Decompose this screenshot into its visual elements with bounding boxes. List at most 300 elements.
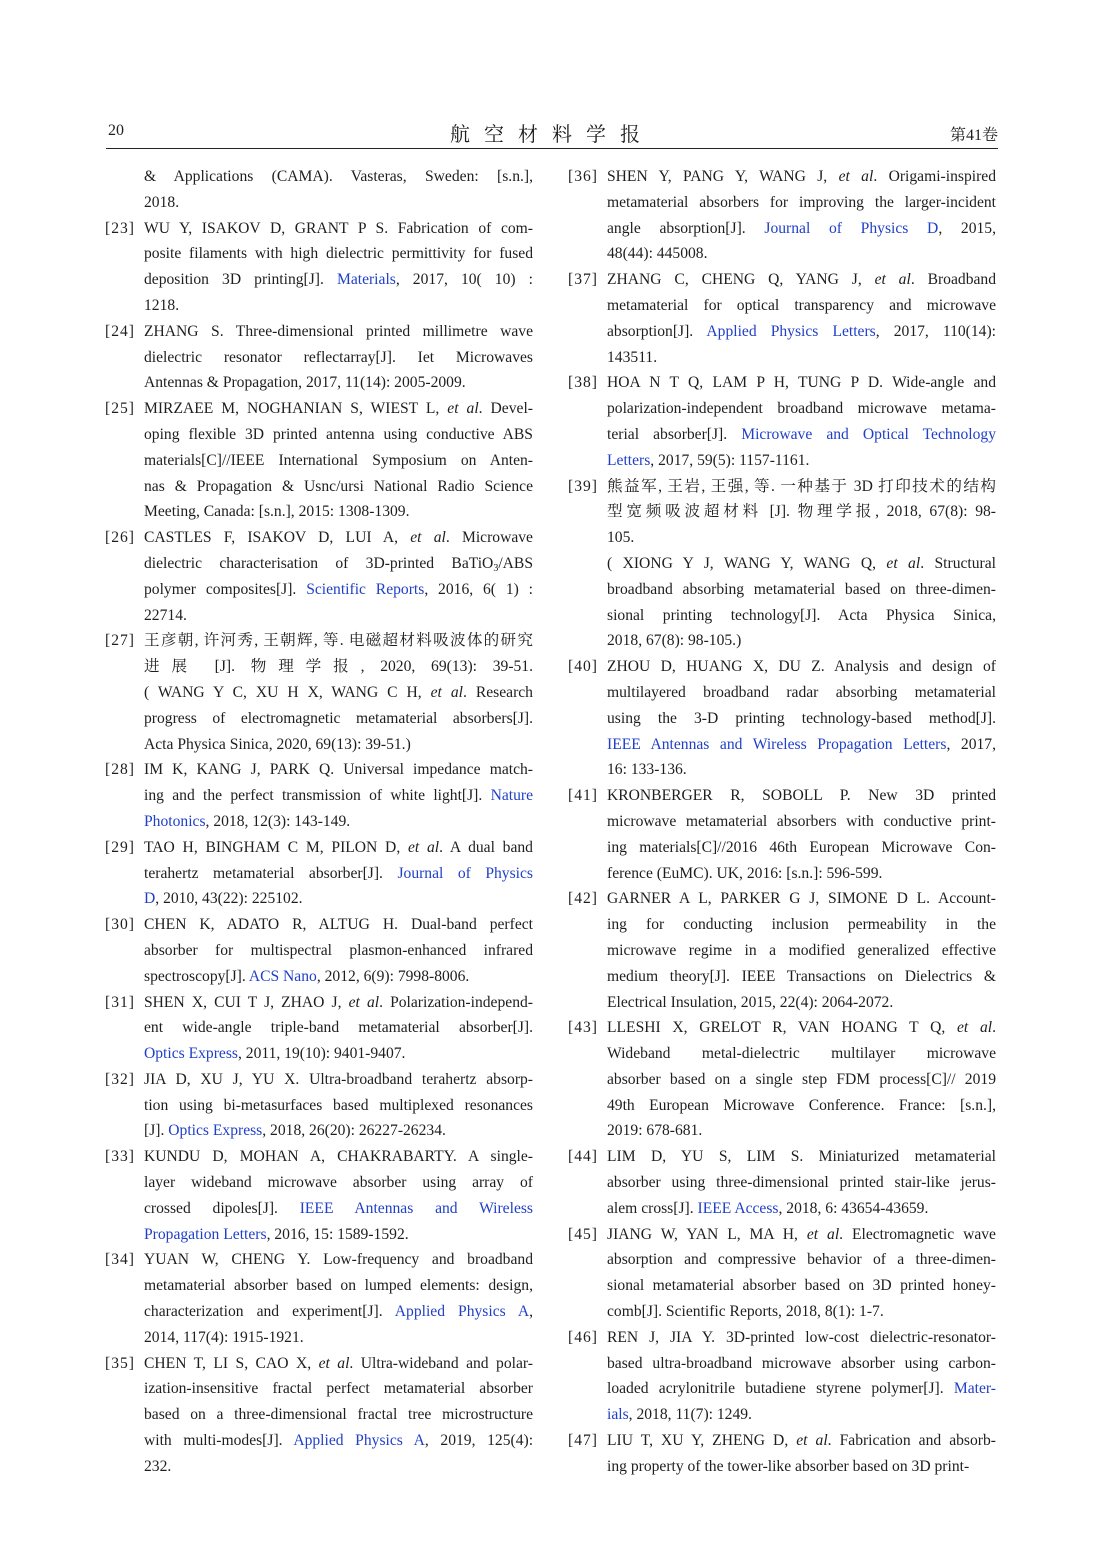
- reference-line: [105, 1144, 533, 1170]
- reference-line: [105, 1299, 533, 1325]
- reference-text: [607, 1351, 996, 1377]
- reference-text: [144, 1222, 533, 1248]
- reference-text: [144, 1170, 533, 1196]
- text-segment: REN J, JIA Y. 3D-printed low-cost dielectric-resonator-: [607, 1328, 996, 1346]
- reference-line: [568, 1144, 996, 1170]
- journal-link[interactable]: Nature: [490, 787, 533, 805]
- reference-number: [44]: [568, 1148, 598, 1166]
- reference-text: [144, 1299, 533, 1325]
- journal-title: 航空材料学报: [450, 124, 654, 146]
- text-segment: 143511.: [607, 348, 658, 366]
- journal-link[interactable]: Photonics: [144, 812, 206, 830]
- reference-number: [42]: [568, 890, 598, 908]
- reference-text: [607, 1247, 996, 1273]
- reference-line: [105, 577, 533, 603]
- text-segment: GARNER A L, PARKER G J, SIMONE D L. Account-: [607, 890, 996, 908]
- journal-link[interactable]: Materials: [336, 271, 396, 289]
- reference-line: [568, 1273, 996, 1299]
- reference-text: [607, 886, 996, 912]
- reference-line: [105, 654, 533, 680]
- reference-text: [607, 706, 996, 732]
- reference-line: [105, 1376, 533, 1402]
- text-segment: angle absorption[J].: [607, 219, 765, 237]
- text-segment: broadband absorbing metamaterial based on three-dimen-: [607, 580, 996, 598]
- reference-line: [105, 757, 533, 783]
- reference-text: [144, 757, 533, 783]
- reference-line: [105, 783, 533, 809]
- reference-text: [607, 603, 996, 629]
- reference-line: [568, 1196, 996, 1222]
- journal-link[interactable]: Propagation Letters: [144, 1225, 267, 1243]
- reference-entry: [568, 886, 996, 1015]
- text-segment: ( XIONG Y J, WANG Y, WANG Q,: [607, 554, 887, 572]
- reference-text: [144, 835, 533, 861]
- text-segment: . Polarization-independ-: [379, 993, 533, 1011]
- text-segment: Antennas & Propagation, 2017, 11(14): 2005-2009.: [144, 374, 466, 392]
- reference-line: [568, 654, 996, 680]
- reference-text: [607, 551, 996, 577]
- reference-line: [568, 1222, 996, 1248]
- reference-text: [607, 1093, 996, 1119]
- reference-line: [568, 1454, 996, 1480]
- text-segment: ,: [529, 1303, 534, 1321]
- journal-link[interactable]: Letters: [607, 451, 651, 469]
- text-segment: ing property of the tower-like absorber based on 3D print-: [607, 1457, 970, 1475]
- reference-line: [105, 1247, 533, 1273]
- reference-text: [607, 990, 996, 1016]
- journal-link[interactable]: Optics Express: [144, 1045, 238, 1063]
- italic-text: et al: [407, 838, 440, 856]
- text-segment: CASTLES F, ISAKOV D, LUI A,: [144, 529, 411, 547]
- reference-text: [144, 525, 533, 551]
- text-segment: 48(44): 445008.: [607, 245, 708, 263]
- text-segment: terahertz metamaterial absorber[J].: [144, 864, 398, 882]
- reference-text: [607, 732, 996, 758]
- reference-line: [568, 1325, 996, 1351]
- text-segment: dielectric resonator reflectarray[J]. Iet Microwaves: [144, 348, 533, 366]
- reference-entry: [105, 216, 533, 319]
- reference-line: [568, 861, 996, 887]
- reference-text: [144, 190, 533, 216]
- reference-text: [144, 628, 533, 654]
- reference-line: [568, 912, 996, 938]
- text-segment: , 2012, 6(9): 7998-8006.: [316, 967, 470, 985]
- text-segment: , 2016, 15: 1589-1592.: [266, 1225, 409, 1243]
- reference-text: [607, 964, 996, 990]
- text-segment: LLESHI X, GRELOT R, VAN HOANG T Q,: [607, 1019, 957, 1037]
- journal-link[interactable]: Mater-: [953, 1380, 996, 1398]
- reference-number: [34]: [105, 1251, 135, 1269]
- text-segment: 2018, 67(8): 98-105.): [607, 632, 742, 650]
- reference-number: [39]: [568, 477, 598, 495]
- reference-line: [105, 551, 533, 577]
- reference-entry: [105, 1247, 533, 1350]
- reference-text: [607, 190, 996, 216]
- reference-line: [105, 861, 533, 887]
- text-segment: sional metamaterial absorber based on 3D printed honey-: [607, 1277, 996, 1295]
- reference-line: [105, 1118, 533, 1144]
- reference-line: [105, 1454, 533, 1480]
- text-segment: crossed dipoles[J].: [144, 1199, 300, 1217]
- text-segment: absorption[J].: [607, 322, 707, 340]
- reference-line: [105, 1196, 533, 1222]
- reference-text: [144, 1428, 533, 1454]
- reference-text: [607, 1015, 996, 1041]
- reference-text: [144, 1093, 533, 1119]
- reference-text: [607, 1428, 996, 1454]
- reference-text: [607, 1170, 996, 1196]
- reference-text: [144, 1402, 533, 1428]
- reference-line: [105, 164, 533, 190]
- reference-text: [144, 1196, 533, 1222]
- reference-text: [607, 783, 996, 809]
- text-segment: microwave metamaterial absorbers with conductive print-: [607, 812, 996, 830]
- text-segment: absorber based on a single step FDM process[C]// 2019: [607, 1070, 996, 1088]
- reference-entry: [568, 1222, 996, 1325]
- reference-line: [105, 835, 533, 861]
- text-segment: tion using bi-metasurfaces based multiplexed resonances: [144, 1096, 533, 1114]
- page-number: 20: [108, 122, 124, 139]
- reference-text: [144, 1015, 533, 1041]
- reference-line: [105, 1325, 533, 1351]
- text-segment: , 2018, 6: 43654-43659.: [778, 1199, 929, 1217]
- text-segment: comb[J]. Scientific Reports, 2018, 8(1): 1-7.: [607, 1303, 884, 1321]
- text-segment: sional printing technology[J]. Acta Physica Sinica,: [607, 606, 996, 624]
- italic-text: et al: [430, 683, 463, 701]
- reference-text: [144, 861, 533, 887]
- reference-line: [105, 448, 533, 474]
- text-segment: oping flexible 3D printed antenna using conductive ABS: [144, 425, 533, 443]
- reference-text: [144, 1376, 533, 1402]
- reference-text: [607, 474, 996, 500]
- reference-number: [38]: [568, 374, 598, 392]
- text-segment: 49th European Microwave Conference. France: [s.n.],: [607, 1096, 996, 1114]
- text-segment: CHEN T, LI S, CAO X,: [144, 1354, 319, 1372]
- reference-entry: [105, 835, 533, 912]
- reference-line: [568, 886, 996, 912]
- reference-line: [105, 1428, 533, 1454]
- reference-number: [43]: [568, 1019, 598, 1037]
- reference-number: [46]: [568, 1328, 598, 1346]
- reference-line: [568, 1118, 996, 1144]
- reference-text: [144, 396, 533, 422]
- reference-text: [144, 448, 533, 474]
- text-segment: loaded acrylonitrile butadiene styrene polymer[J].: [607, 1380, 954, 1398]
- text-segment: ization-insensitive fractal perfect metamaterial absorber: [144, 1380, 533, 1398]
- journal-link[interactable]: Journal of Physics D: [764, 219, 939, 237]
- text-segment: IM K, KANG J, PARK Q. Universal impedance match-: [144, 761, 533, 779]
- reference-line: [568, 241, 996, 267]
- text-segment: absorber using three-dimensional printed stair-like jerus-: [607, 1174, 996, 1192]
- reference-entry: [568, 1428, 996, 1480]
- reference-text: [607, 680, 996, 706]
- reference-line: [105, 1015, 533, 1041]
- italic-text: et al: [956, 1019, 993, 1037]
- text-segment: metamaterial absorber based on lumped elements: design,: [144, 1277, 533, 1295]
- text-segment: polymer composites[J].: [144, 580, 307, 598]
- reference-column-right: [568, 164, 996, 1480]
- text-segment: , 2015,: [938, 219, 997, 237]
- reference-text: [144, 809, 533, 835]
- text-segment: CHEN K, ADATO R, ALTUG H. Dual-band perfect: [144, 916, 533, 934]
- reference-number: [23]: [105, 219, 135, 237]
- text-segment: , 2017, 110(14):: [875, 322, 996, 340]
- text-segment: ing materials[C]//2016 46th European Microwave Con-: [607, 838, 996, 856]
- reference-line: [568, 1093, 996, 1119]
- journal-link[interactable]: Microwave and Optical Technology: [741, 425, 996, 443]
- reference-entry: [568, 1325, 996, 1428]
- reference-text: [607, 1041, 996, 1067]
- reference-text: [144, 422, 533, 448]
- reference-text: [144, 1118, 533, 1144]
- reference-line: [568, 267, 996, 293]
- text-segment: 22714.: [144, 606, 187, 624]
- reference-text: [607, 577, 996, 603]
- journal-link[interactable]: Optics Express: [168, 1122, 263, 1140]
- reference-text: [607, 938, 996, 964]
- reference-line: [568, 216, 996, 242]
- reference-line: [105, 422, 533, 448]
- text-segment: 2019: 678-681.: [607, 1122, 703, 1140]
- text-segment: using the 3-D printing technology-based method[J].: [607, 709, 996, 727]
- reference-text: [607, 422, 996, 448]
- reference-entry: [105, 628, 533, 757]
- reference-number: [40]: [568, 658, 598, 676]
- reference-number: [30]: [105, 916, 135, 934]
- reference-line: [105, 1170, 533, 1196]
- italic-text: et al: [838, 168, 874, 185]
- text-segment: , 2018, 11(7): 1249.: [628, 1406, 752, 1424]
- reference-text: [607, 345, 996, 371]
- text-segment: 2014, 117(4): 1915-1921.: [144, 1328, 304, 1346]
- journal-link[interactable]: Applied Physics A: [394, 1303, 530, 1321]
- reference-number: [37]: [568, 271, 598, 289]
- reference-line: [568, 809, 996, 835]
- text-segment: metamaterial absorbers for improving the larger-incident: [607, 193, 996, 211]
- text-segment: TAO H, BINGHAM C M, PILON D,: [144, 838, 408, 856]
- journal-link[interactable]: IEEE Antennas and Wireless Propagation Letters: [607, 735, 947, 753]
- reference-column-left: [105, 164, 533, 1480]
- reference-text: [144, 912, 533, 938]
- journal-link[interactable]: D: [144, 890, 156, 908]
- journal-link[interactable]: Journal of Physics: [397, 864, 533, 882]
- text-segment: , 2010, 43(22): 225102.: [155, 890, 303, 908]
- reference-number: [24]: [105, 322, 135, 340]
- reference-text: [607, 1376, 996, 1402]
- reference-line: [105, 1041, 533, 1067]
- journal-link[interactable]: ials: [607, 1406, 629, 1424]
- reference-text: [607, 757, 996, 783]
- text-segment: absorber for multispectral plasmon-enhanced infrared: [144, 941, 533, 959]
- reference-entry: [105, 912, 533, 989]
- text-segment: . Ultra-wideband and polar-: [349, 1354, 533, 1372]
- reference-number: [35]: [105, 1354, 135, 1372]
- reference-text: [144, 964, 533, 990]
- reference-text: [144, 1454, 533, 1480]
- reference-line: [568, 1015, 996, 1041]
- text-segment: microwave regime in a modified generalized effective: [607, 941, 996, 959]
- reference-text: [144, 370, 533, 396]
- reference-text: [607, 216, 996, 242]
- reference-text: [144, 886, 533, 912]
- reference-line: [105, 525, 533, 551]
- reference-text: [144, 1247, 533, 1273]
- reference-text: [607, 241, 996, 267]
- text-segment: Acta Physica Sinica, 2020, 69(13): 39-51.): [144, 735, 411, 753]
- reference-text: [607, 1196, 996, 1222]
- reference-text: [607, 396, 996, 422]
- journal-link[interactable]: Applied Physics A: [293, 1432, 425, 1450]
- text-segment: .: [992, 1019, 996, 1037]
- reference-entry: [105, 319, 533, 396]
- reference-text: [144, 319, 533, 345]
- reference-text: [607, 1273, 996, 1299]
- text-segment: 型宽频吸波超材料 [J]. 物理学报, 2018, 67(8): 98-: [607, 503, 996, 521]
- volume-label: 第41卷: [949, 127, 998, 144]
- reference-text: [144, 293, 533, 319]
- reference-text: [607, 293, 996, 319]
- reference-line: [568, 551, 996, 577]
- reference-entry: [568, 164, 996, 267]
- italic-text: et al: [806, 1225, 840, 1243]
- text-segment: 105.: [607, 529, 635, 547]
- reference-text: [144, 603, 533, 629]
- reference-text: [607, 525, 996, 551]
- text-segment: 232.: [144, 1457, 172, 1475]
- reference-number: [26]: [105, 529, 135, 547]
- text-segment: characterization and experiment[J].: [144, 1303, 395, 1321]
- reference-line: [105, 1402, 533, 1428]
- reference-line: [568, 345, 996, 371]
- reference-entry: [568, 370, 996, 473]
- text-segment: , 2019, 125(4):: [424, 1432, 534, 1450]
- text-segment: spectroscopy[J].: [144, 967, 249, 985]
- text-segment: . Broadband: [910, 271, 997, 289]
- reference-number: [25]: [105, 400, 135, 418]
- reference-line: [105, 706, 533, 732]
- journal-link[interactable]: IEEE Access: [697, 1199, 779, 1217]
- text-segment: 16: 133-136.: [607, 761, 687, 779]
- reference-line: [568, 1376, 996, 1402]
- reference-number: [31]: [105, 993, 135, 1011]
- text-segment: with multi-modes[J].: [144, 1432, 294, 1450]
- reference-text: [144, 267, 533, 293]
- text-segment: 1218.: [144, 296, 180, 314]
- reference-entry: [105, 396, 533, 525]
- text-segment: posite filaments with high dielectric permittivity for fused: [144, 245, 533, 263]
- reference-text: [607, 1067, 996, 1093]
- text-segment: Wideband metal-dielectric multilayer microwave: [607, 1045, 996, 1063]
- reference-text: [607, 164, 996, 190]
- reference-text: [607, 835, 996, 861]
- text-segment: nas & Propagation & Usnc/ursi National Radio Science: [144, 477, 533, 495]
- journal-link[interactable]: IEEE Antennas and Wireless: [299, 1199, 533, 1217]
- text-segment: , 2018, 12(3): 143-149.: [205, 812, 351, 830]
- reference-line: [568, 964, 996, 990]
- reference-text: [607, 319, 996, 345]
- reference-line: [105, 1093, 533, 1119]
- text-segment: WU Y, ISAKOV D, GRANT P S. Fabrication of com-: [144, 219, 533, 237]
- text-segment: ing for conducting inclusion permeability in the: [607, 916, 996, 934]
- reference-text: [144, 1041, 533, 1067]
- reference-line: [568, 525, 996, 551]
- text-segment: ZHOU D, HUANG X, DU Z. Analysis and design of: [607, 658, 996, 676]
- reference-line: [105, 190, 533, 216]
- reference-entry: [105, 1144, 533, 1247]
- reference-text: [607, 809, 996, 835]
- reference-text: [607, 1299, 996, 1325]
- reference-entry: [105, 164, 533, 216]
- reference-line: [568, 628, 996, 654]
- reference-line: [105, 1351, 533, 1377]
- text-segment: HOA N T Q, LAM P H, TUNG P D. Wide-angle and: [607, 374, 996, 392]
- reference-line: [105, 964, 533, 990]
- reference-line: [568, 990, 996, 1016]
- reference-text: [144, 1325, 533, 1351]
- reference-line: [568, 190, 996, 216]
- reference-number: [41]: [568, 787, 598, 805]
- journal-link[interactable]: ACS Nano: [248, 967, 317, 985]
- reference-line: [105, 345, 533, 371]
- reference-line: [568, 680, 996, 706]
- text-segment: metamaterial for optical transparency and microwave: [607, 296, 996, 314]
- reference-line: [568, 1041, 996, 1067]
- text-segment: . A dual band: [439, 838, 533, 856]
- reference-text: [144, 1351, 533, 1377]
- journal-link[interactable]: Scientific Reports: [306, 580, 425, 598]
- reference-line: [568, 499, 996, 525]
- reference-line: [568, 732, 996, 758]
- reference-line: [568, 757, 996, 783]
- text-segment: , 2017, 59(5): 1157-1161.: [650, 451, 810, 469]
- reference-text: [144, 577, 533, 603]
- reference-line: [568, 1067, 996, 1093]
- text-segment: alem cross[J].: [607, 1199, 698, 1217]
- reference-text: [607, 912, 996, 938]
- reference-line: [568, 938, 996, 964]
- reference-number: [32]: [105, 1070, 135, 1088]
- text-segment: terial absorber[J].: [607, 425, 742, 443]
- text-segment: . Structural: [920, 554, 996, 572]
- reference-line: [568, 835, 996, 861]
- reference-text: [144, 474, 533, 500]
- text-segment: 王彦朝, 许河秀, 王朝辉, 等. 电磁超材料吸波体的研究: [144, 632, 533, 650]
- reference-line: [568, 319, 996, 345]
- reference-text: [144, 654, 533, 680]
- reference-text: [607, 654, 996, 680]
- text-segment: dielectric characterisation of 3D-printed BaTiO: [144, 554, 494, 572]
- reference-line: [105, 499, 533, 525]
- text-segment: based on a three-dimensional fractal tree microstructure: [144, 1406, 533, 1424]
- reference-line: [105, 886, 533, 912]
- journal-link[interactable]: Applied Physics Letters: [706, 322, 876, 340]
- reference-line: [568, 164, 996, 190]
- text-segment: , 2017,: [946, 735, 996, 753]
- reference-text: [144, 345, 533, 371]
- text-segment: . Origami-inspired: [873, 168, 996, 185]
- italic-text: et al: [318, 1354, 350, 1372]
- reference-entry: [568, 1015, 996, 1144]
- reference-line: [568, 577, 996, 603]
- text-segment: 熊益军, 王岩, 王强, 等. 一种基于 3D 打印技术的结构: [607, 477, 996, 495]
- reference-text: [607, 628, 996, 654]
- reference-text: [144, 499, 533, 525]
- reference-line: [568, 1402, 996, 1428]
- reference-line: [568, 448, 996, 474]
- reference-line: [568, 1428, 996, 1454]
- text-segment: LIM D, YU S, LIM S. Miniaturized metamaterial: [607, 1148, 996, 1166]
- reference-text: [144, 680, 533, 706]
